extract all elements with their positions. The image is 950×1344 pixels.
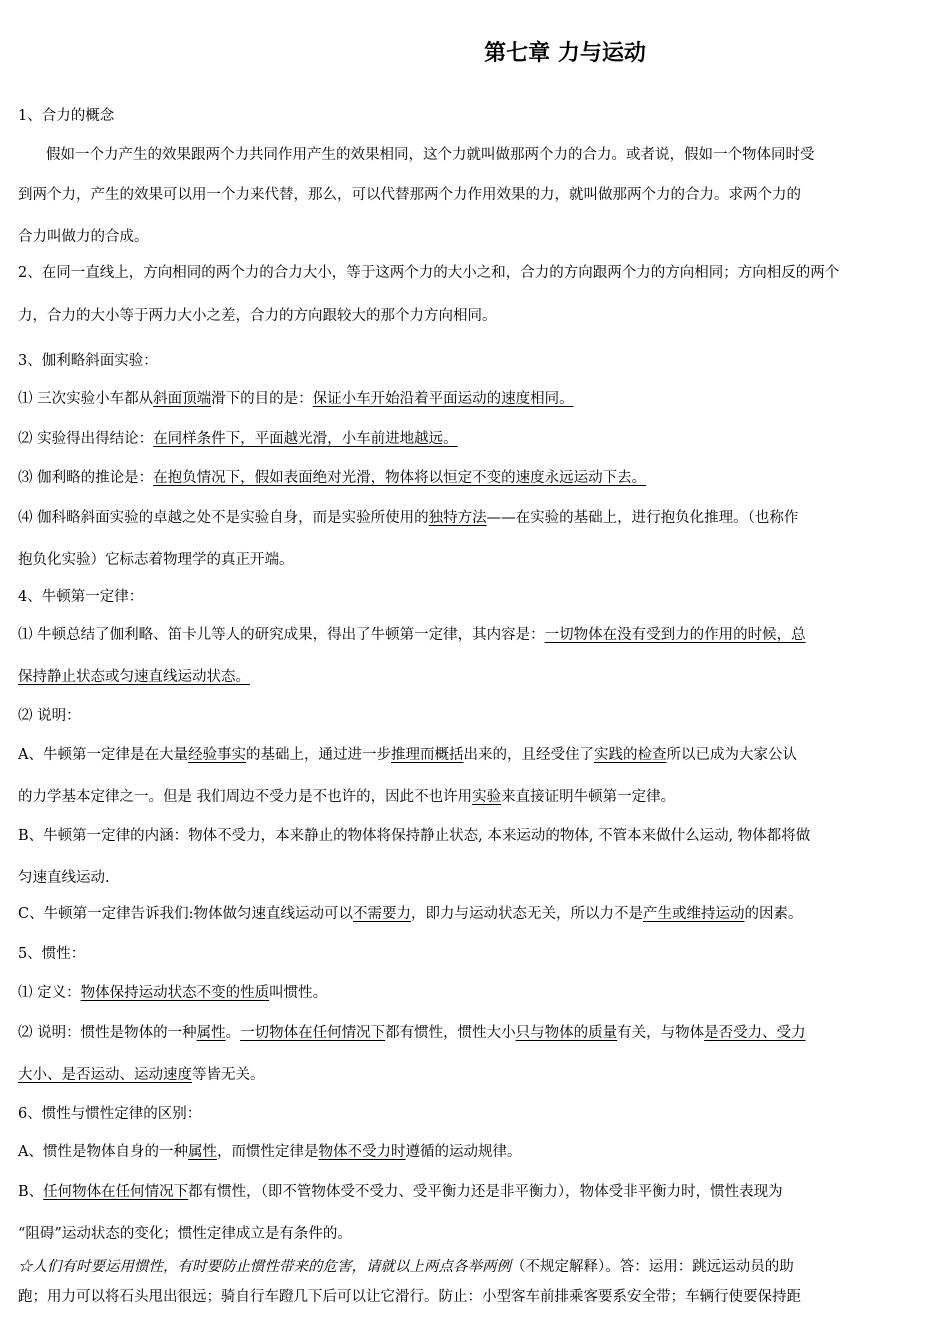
text: 滑下的目的是： [211,391,313,407]
section-3-item-4 [18,508,934,528]
section-5-definition [18,983,934,1003]
text: 的因素。 [744,906,803,922]
section-2-line-1: 2、在同一直线上，方向相同的两个力的合力大小，等于这两个力的大小之和，合力的方向跟两个力的方向相同；方向相反的两个 [18,265,840,281]
section-4-point-a-cont [18,787,934,807]
section-5-explanation-cont [18,1065,934,1085]
section-4-item-1 [18,625,934,645]
underlined-term: 是否受力、受力 [704,1025,806,1041]
underlined-term: 独特方法 [428,510,487,526]
section-4-point-a [18,745,934,765]
section-3-heading: 3、伽利略斜面实验： [18,353,158,369]
underlined-term: 属性 [196,1025,226,1041]
section-6-point-b [18,1182,934,1202]
section-4-heading: 4、牛顿第一定律： [18,589,144,605]
text: 出来的，且经受住了 [463,747,594,763]
section-4-item-2: ⑵ 说明： [18,708,81,724]
page-title: 第七章 力与运动 [484,41,646,66]
text: 的力学基本定律之一。但是 我们周边不受力是不也许的，因此不也许用 [18,789,473,805]
section-1-line-2: 到两个力，产生的效果可以用一个力来代替，那么，可以代替那两个力作用效果的力，就叫做那两个力的合力。求两个力的 [18,187,801,203]
text: ⑷ 伽科略斜面实验的卓越之处不是实验自身，而是实验所使用的 [18,510,429,526]
text: 叫惯性。 [269,985,328,1001]
text: （不规定解释）。答：运用：跳远运动员的助 [511,1259,794,1275]
text: A、牛顿第一定律是在大量 [18,747,188,763]
text: 所以已成为大家公认 [666,747,797,763]
section-2-line-2: 力，合力的大小等于两力大小之差，合力的方向跟较大的那个力方向相同。 [18,308,497,324]
text: 。 [225,1025,241,1041]
section-1-line-1: 假如一个力产生的效果跟两个力共同作用产生的效果相同，这个力就叫做那两个力的合力。或者说，假如一个物体同时受 [46,147,815,163]
underlined-term: 属性 [187,1144,217,1160]
underlined-term: 实践的检查 [593,747,667,763]
text: B、 [18,1184,44,1200]
underlined-answer: 在抱负情况下，假如表面绝对光滑，物体将以恒定不变的速度永远运动下去。 [153,470,647,486]
text: 都有惯性，（即不管物体受不受力、受平衡力还是非平衡力），物体受非平衡力时，惯性表现为 [188,1184,783,1200]
text: 有关，与物体 [617,1025,705,1041]
text: C、牛顿第一定律告诉我们:物体做匀速直线运动可以 [18,906,353,922]
section-6-star-answer-cont: 跑；用力可以将石头甩出很远；骑自行车蹬几下后可以让它滑行。防止：小型客车前排乘客要系安全带；车辆行使要保持距 [18,1289,801,1305]
section-6-point-a [18,1142,934,1162]
text: ——在实验的基础上，进行抱负化推理。（也称作 [486,510,799,526]
underlined-term: 斜面顶端 [153,391,212,407]
section-6-point-b-cont: “阻碍”运动状态的变化；惯性定律成立是有条件的。 [18,1226,352,1242]
text: ⑴ 三次实验小车都从 [18,391,154,407]
text: ⑵ 说明：惯性是物体的一种 [18,1025,197,1041]
underlined-answer: 保持静止状态或匀速直线运动状态。 [18,669,250,685]
underlined-term: 推理而概括 [390,747,464,763]
section-3-item-3 [18,468,934,488]
underlined-answer: 在同样条件下，平面越光滑，小车前进地越远。 [153,431,458,447]
text: ⑴ 定义： [18,985,81,1001]
section-3-item-2 [18,429,934,449]
section-6-star-question [18,1257,934,1277]
text: ，而惯性定律是 [216,1144,319,1160]
section-4-point-b-cont: 匀速直线运动. [18,870,110,886]
section-5-explanation [18,1023,934,1043]
section-3-item-4-cont: 抱负化实验）它标志着物理学的真正开端。 [18,552,294,568]
underlined-term: 经验事实 [187,747,246,763]
underlined-answer: 物体保持运动状态不变的性质 [80,985,270,1001]
underlined-term: 实验 [472,789,502,805]
section-3-item-1 [18,389,934,409]
underlined-term: 任何物体在任何情况下 [43,1184,189,1200]
text: ，即力与运动状态无关，所以力不是 [410,906,643,922]
section-4-point-b: B、牛顿第一定律的内涵：物体不受力，本来静止的物体将保持静止状态, 本来运动的物体, 不管本来做什么运动, 物体都将做 [18,828,811,844]
text: 来直接证明牛顿第一定律。 [501,789,676,805]
section-1-line-3: 合力叫做力的合成。 [18,229,149,245]
text: ⑶ 伽利略的推论是： [18,470,154,486]
section-4-item-1-cont [18,667,934,687]
underlined-term: 一切物体在任何情况下 [240,1025,386,1041]
text: A、惯性是物体自身的一种 [18,1144,188,1160]
underlined-term: 只与物体的质量 [515,1025,618,1041]
underlined-term: 不需要力 [352,906,411,922]
section-6-heading: 6、惯性与惯性定律的区别： [18,1106,202,1122]
italic-question: ☆人们有时要运用惯性，有时要防止惯性带来的危害，请就以上两点各举两例 [18,1259,511,1275]
section-4-point-c [18,904,934,924]
underlined-term: 大小、是否运动、运动速度 [18,1067,192,1083]
underlined-term: 物体不受力时 [318,1144,406,1160]
text: 的基础上，通过进一步 [245,747,391,763]
text: ⑵ 实验得出得结论： [18,431,154,447]
text: ⑴ 牛顿总结了伽利略、笛卡儿等人的研究成果，得出了牛顿第一定律，其内容是： [18,627,545,643]
text: 都有惯性，惯性大小 [385,1025,516,1041]
underlined-term: 产生或维持运动 [642,906,745,922]
section-1-heading: 1、合力的概念 [18,108,115,124]
section-5-heading: 5、惯性： [18,946,86,962]
text: 等皆无关。 [192,1067,265,1083]
underlined-answer: 一切物体在没有受到力的作用的时候，总 [544,627,806,643]
text: 遵循的运动规律。 [405,1144,522,1160]
underlined-answer: 保证小车开始沿着平面运动的速度相同。 [312,391,574,407]
